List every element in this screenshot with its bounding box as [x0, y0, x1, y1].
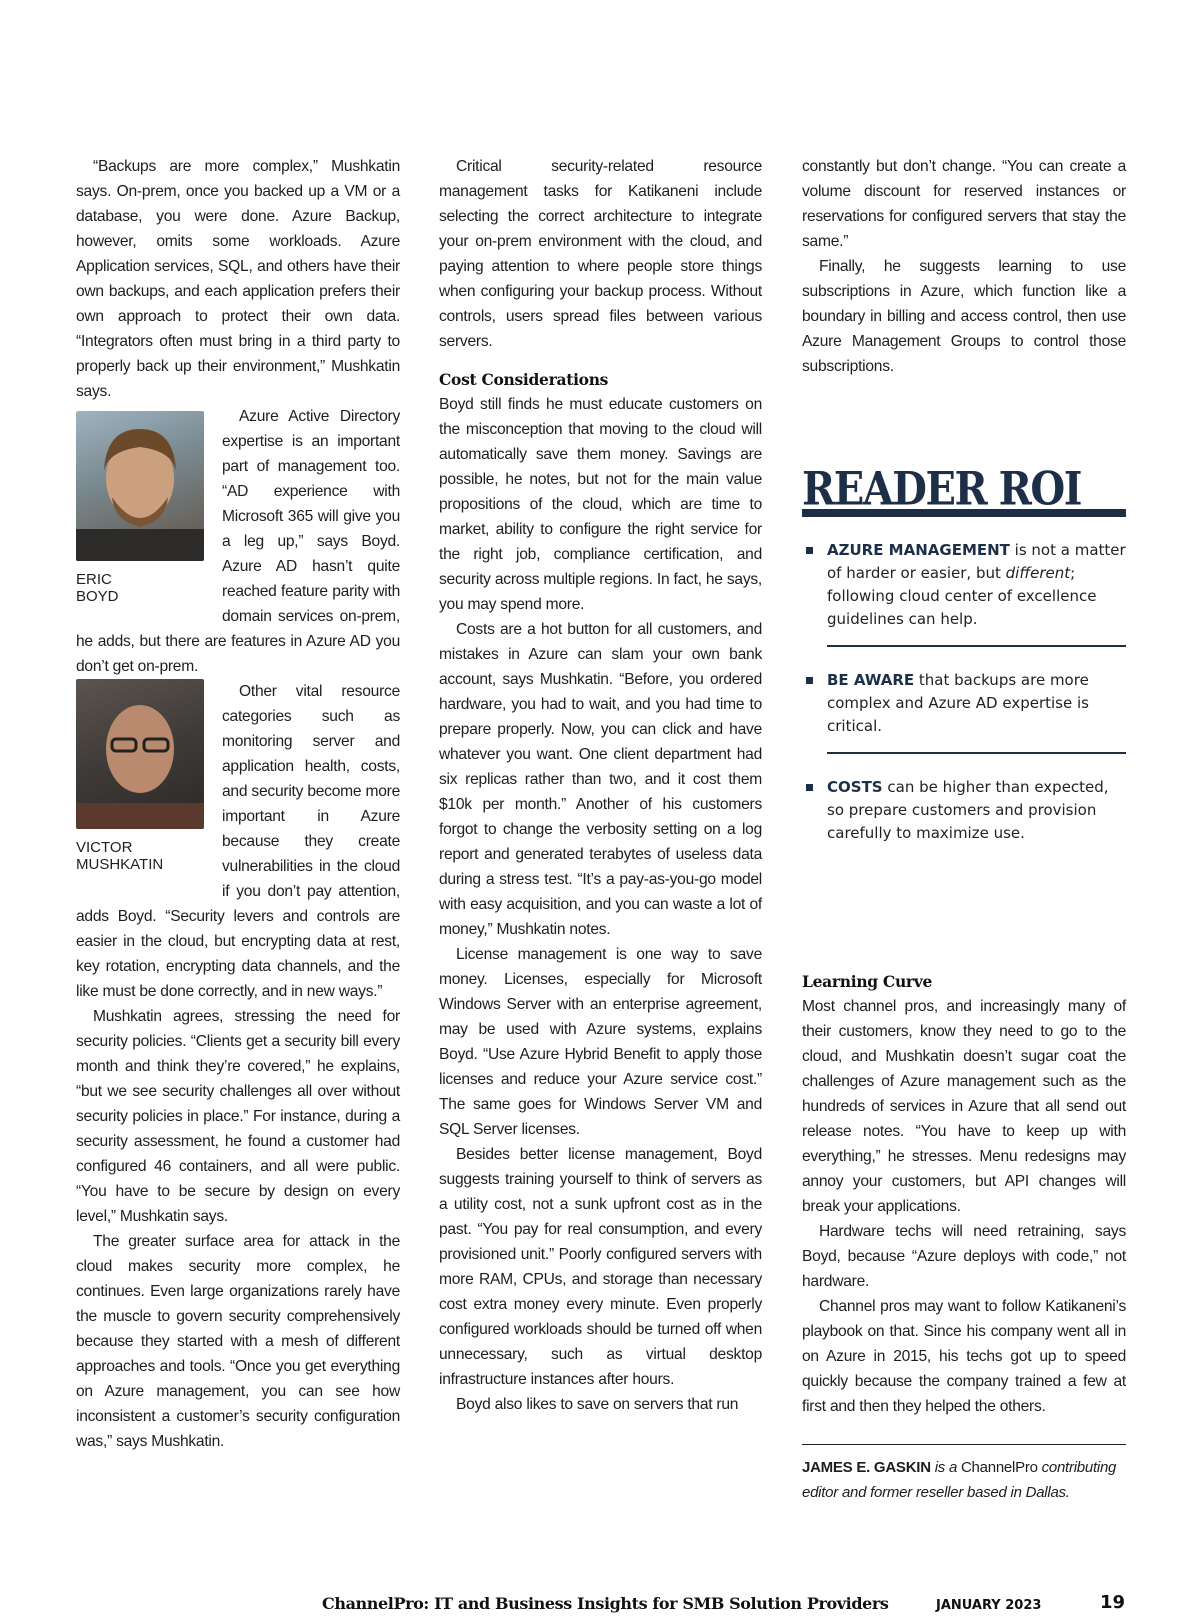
reader-roi-box: [802, 462, 1126, 845]
section-heading-cost-considerations: Cost Considerations: [439, 370, 609, 389]
author-name: JAMES E. GASKIN: [802, 1459, 931, 1476]
publication-name: ChannelPro: [960, 1459, 1038, 1476]
square-bullet-icon: [806, 677, 813, 684]
roi-item: [802, 539, 1126, 631]
paragraph: Azure Active Directory expertise is an important part of management too. “AD experience with Microsoft 365 will give you a leg up,” says Boyd. Azure AD hasn’t quite reached feature parity with domain services on-prem, he adds, but there are features in Azure AD you don’t get on-prem.: [76, 408, 400, 675]
paragraph: Boyd still finds he must educate customers on the misconception that moving to the cloud will automatically save them money. Savings are possible, he notes, but not for the main value propositions of the cloud, which are time to market, ability to configure the right service for the right job, compliance certification, and security across multiple regions. In fact, he says, you may spend more.: [439, 396, 762, 613]
square-bullet-icon: [806, 547, 813, 554]
photo-eric-boyd: [76, 411, 204, 561]
article-column-1: [76, 154, 400, 1454]
footer-issue-date: JANUARY 2023: [936, 1598, 1042, 1613]
roi-item-keyword: AZURE MANAGEMENT: [827, 541, 1010, 559]
roi-divider: [827, 645, 1126, 647]
square-bullet-icon: [806, 784, 813, 791]
article-column-2: [439, 154, 762, 1417]
bio-text: is a: [930, 1459, 961, 1476]
portrait-icon: [76, 679, 204, 829]
footer-page-number: 19: [1100, 1592, 1126, 1613]
section-heading-learning-curve: Learning Curve: [802, 972, 933, 991]
roi-item-text: that backups are more complex and Azure AD expertise is critical.: [827, 671, 1089, 735]
paragraph: License management is one way to save money. Licenses, especially for Microsoft Windows Server with an enterprise agreement, may be used with Azure systems, explains Boyd. “Use Azure Hybrid Benefit to apply those licenses and reduce your Azure service cost.” The same goes for Windows Server VM and SQL Server licenses.: [439, 946, 762, 1138]
roi-item-emphasis: different: [1005, 564, 1071, 582]
paragraph: Besides better license management, Boyd suggests training yourself to think of servers as a utility cost, not a sunk upfront cost as in the past. “You pay for real consumption, and every provisioned unit.” Poorly configured servers with more RAM, CPUs, and storage than necessary cost extra money every minute. Even properly configured workloads should be turned off when unnecessary, such as virtual desktop infrastructure instances after hours.: [439, 1146, 762, 1388]
roi-item-keyword: BE AWARE: [827, 671, 915, 689]
paragraph: Channel pros may want to follow Katikaneni’s playbook on that. Since his company went all in on Azure in 2015, his techs got up to speed quickly because the company trained a few at first and then they helped the others.: [802, 1298, 1126, 1415]
caption-line: VICTOR: [76, 839, 133, 856]
roi-item-text: is not a matter of harder or easier, but: [827, 541, 1126, 582]
roi-divider: [827, 752, 1126, 754]
paragraph: Most channel pros, and increasingly many of their customers, know they need to go to the cloud, and Mushkatin doesn’t sugar coat the challenges of Azure management such as the hundreds of services in Azure that all send out release notes. “You have to keep up with everything,” he stresses. Menu redesigns may annoy your customers, but API changes will break your applications.: [802, 998, 1126, 1215]
paragraph: “Backups are more complex,” Mushkatin says. On-prem, once you backed up a VM or a database, you were done. Azure Backup, however, omits some workloads. Azure Application services, SQL, and others have their own backups, and each application prefers their own approach to protect their own data. “Integrators often must bring in a third party to properly back up their environment,” Mushkatin says.: [76, 158, 400, 400]
paragraph: Mushkatin agrees, stressing the need for security policies. “Clients get a security bill every month and think they’re covered,” he explains, “but we see security challenges all over without security policies in place.” For instance, during a security assessment, he found a customer had configured 46 containers, and all were public. “You have to be secure by design on every level,” Mushkatin says.: [76, 1008, 400, 1225]
caption-line: MUSHKATIN: [76, 856, 164, 873]
roi-item: [802, 669, 1126, 738]
paragraph: Other vital resource categories such as monitoring server and application health, costs, and security become more important in Azure because they create vulnerabilities in the cloud if you don’t pay attention, adds Boyd. “Security levers and controls are easier in the cloud, but encrypting data at rest, key rotation, encrypting data channels, and the like must be done correctly, and in new ways.”: [76, 683, 400, 1000]
author-bio: [802, 1455, 1126, 1505]
roi-item: [802, 776, 1126, 845]
article-column-3: [802, 154, 1126, 1505]
photo-victor-mushkatin-block: [76, 679, 204, 887]
roi-item-text: ; following cloud center of excellence guidelines can help.: [827, 564, 1097, 628]
caption-line: ERIC: [76, 571, 112, 588]
photo-caption-victor-mushkatin: [76, 839, 204, 873]
photo-caption-eric-boyd: [76, 571, 204, 605]
paragraph: Finally, he suggests learning to use subscriptions in Azure, which function like a boundary in billing and access control, then use Azure Management Groups to control those subscriptions.: [802, 258, 1126, 375]
photo-victor-mushkatin: [76, 679, 204, 829]
paragraph: Hardware techs will need retraining, says Boyd, because “Azure deploys with code,” not hardware.: [802, 1223, 1126, 1290]
portrait-icon: [76, 411, 204, 561]
footer-publication-title: ChannelPro: IT and Business Insights for SMB Solution Providers: [322, 1594, 889, 1613]
paragraph: constantly but don’t change. “You can create a volume discount for reserved instances or reservations for configured servers that stay the same.”: [802, 158, 1126, 250]
bio-divider: [802, 1444, 1126, 1445]
roi-item-text: can be higher than expected, so prepare customers and provision carefully to maximize use.: [827, 778, 1109, 842]
photo-eric-boyd-block: [76, 411, 204, 619]
roi-item-keyword: COSTS: [827, 778, 883, 796]
reader-roi-title: READER ROI: [802, 462, 1081, 517]
caption-line: BOYD: [76, 588, 119, 605]
paragraph: Critical security-related resource management tasks for Katikaneni include selecting the correct architecture to integrate your on-prem environment with the cloud, and paying attention to where people store things when configuring your backup process. Without controls, users spread files between various servers.: [439, 158, 762, 350]
paragraph: Costs are a hot button for all customers, and mistakes in Azure can slam your own bank account, says Mushkatin. “Before, you ordered hardware, you had to wait, and you had time to prepare properly. Now, you can click and have whatever you want. One client department had six replicas rather than two, and it cost them $10k per month.” Another of his customers forgot to change the verbosity setting on a log report and generated terabytes of useless data during a stress test. “It’s a pay-as-you-go model with easy acquisition, and you can waste a lot of money,” Mushkatin notes.: [439, 621, 762, 938]
paragraph: Boyd also likes to save on servers that run: [456, 1396, 739, 1413]
bio-text: contributing editor and former reseller based in Dallas.: [802, 1459, 1117, 1501]
paragraph: The greater surface area for attack in the cloud makes security more complex, he continues. Even large organizations rarely have the muscle to govern security comprehensively because they started with a mesh of different approaches and tools. “Once you get everything on Azure management, you can see how inconsistent a customer’s security configuration was,” says Mushkatin.: [76, 1233, 400, 1450]
